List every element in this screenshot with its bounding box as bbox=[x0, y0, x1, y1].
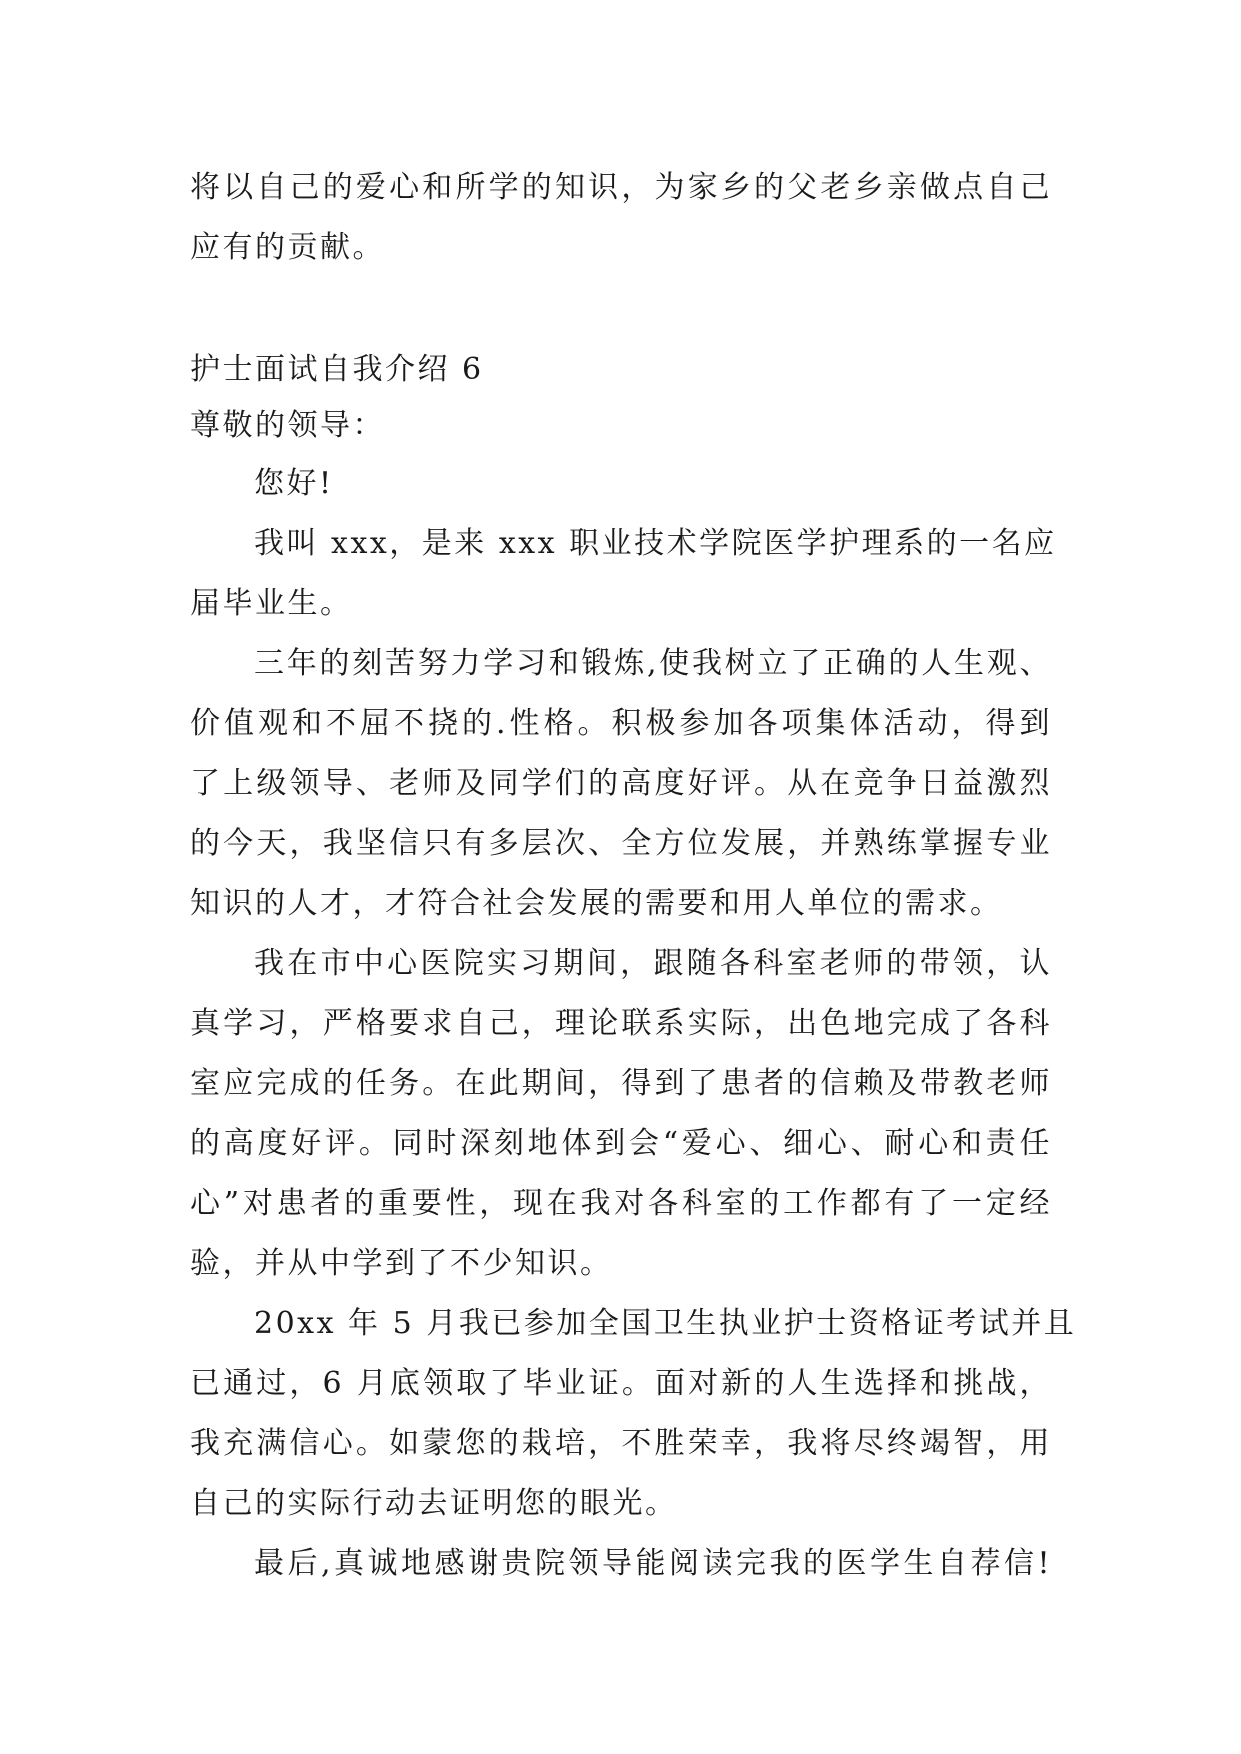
paragraph-1 bbox=[190, 514, 1057, 634]
intro-tail-paragraph bbox=[190, 158, 1052, 278]
text-line: 的今天，我坚信只有多层次、全方位发展，并熟练掌握专业 bbox=[190, 826, 1052, 861]
salutation: 尊敬的领导： bbox=[190, 408, 385, 443]
text-line: 心”对患者的重要性，现在我对各科室的工作都有了一定经 bbox=[190, 1186, 1052, 1221]
document-page bbox=[190, 158, 1077, 1594]
text-line: 最后,真诚地感谢贵院领导能阅读完我的医学生自荐信! bbox=[254, 1546, 1052, 1581]
text-line: 三年的刻苦努力学习和锻炼,使我树立了正确的人生观、 bbox=[254, 646, 1052, 681]
text-line: 届毕业生。 bbox=[190, 586, 353, 621]
text-line: 已通过，6 月底领取了毕业证。面对新的人生选择和挑战， bbox=[190, 1366, 1052, 1401]
paragraph-4 bbox=[190, 1294, 1077, 1534]
text-line: 我充满信心。如蒙您的栽培，不胜荣幸，我将尽终竭智，用 bbox=[190, 1426, 1052, 1461]
text-line: 室应完成的任务。在此期间，得到了患者的信赖及带教老师 bbox=[190, 1066, 1052, 1101]
paragraph-2 bbox=[190, 634, 1052, 934]
paragraph-gap bbox=[190, 278, 1052, 342]
text-line: 价值观和不屈不挠的.性格。积极参加各项集体活动，得到 bbox=[190, 706, 1052, 741]
text-line: 真学习，严格要求自己，理论联系实际，出色地完成了各科 bbox=[190, 1006, 1052, 1041]
text-line: 的高度好评。同时深刻地体到会“爱心、细心、耐心和责任 bbox=[190, 1126, 1052, 1161]
text-line: 我叫 xxx，是来 xxx 职业技术学院医学护理系的一名应 bbox=[254, 526, 1057, 561]
text-line: 验，并从中学到了不少知识。 bbox=[190, 1246, 613, 1281]
greeting: 您好! bbox=[254, 466, 334, 501]
text-line: 20xx 年 5 月我已参加全国卫生执业护士资格证考试并且 bbox=[254, 1306, 1077, 1341]
section-heading: 护士面试自我介绍 6 bbox=[190, 352, 484, 387]
text-line: 应有的贡献。 bbox=[190, 230, 385, 265]
text-line: 我在市中心医院实习期间，跟随各科室老师的带领，认 bbox=[254, 946, 1052, 981]
paragraph-5 bbox=[190, 1534, 1052, 1594]
text-line: 了上级领导、老师及同学们的高度好评。从在竞争日益激烈 bbox=[190, 766, 1052, 801]
text-line: 自己的实际行动去证明您的眼光。 bbox=[190, 1486, 678, 1521]
text-line: 将以自己的爱心和所学的知识，为家乡的父老乡亲做点自己 bbox=[190, 170, 1052, 205]
paragraph-3 bbox=[190, 934, 1052, 1294]
text-line: 知识的人才，才符合社会发展的需要和用人单位的需求。 bbox=[190, 886, 1003, 921]
